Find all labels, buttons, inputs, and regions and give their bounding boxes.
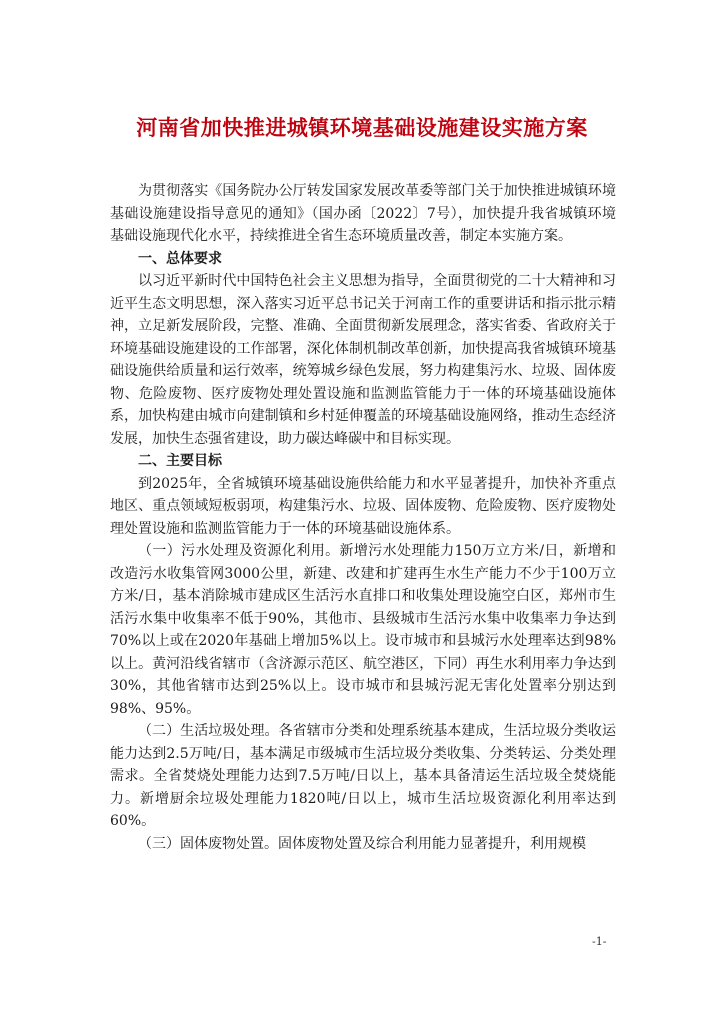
document-title: 河南省加快推进城镇环境基础设施建设实施方案 bbox=[136, 116, 588, 140]
general-requirements-paragraph: 以习近平新时代中国特色社会主义思想为指导，全面贯彻党的二十大精神和习近平生态文明思想，深入落实习近平总书记关于河南工作的重要讲话和指示批示精神，立足新发展阶段，完整、准确、全面贯彻新发展理念，落实省委、省政府关于环境基础设施建设的工作部署，深化体制机制改革创新，加快提高我省城镇环境基础设施供给质量和运行效率，统筹城乡绿色发展，努力构建集污水、垃圾、固体废物、危险废物、医疗废物处理处置设施和监测监管能力于一体的环境基础设施体系，加快构建由城市向建制镇和乡村延伸覆盖的环境基础设施网络，推动生态经济发展，加快生态强省建设，助力碳达峰碳中和目标实现。 bbox=[110, 273, 616, 447]
document-body bbox=[110, 180, 616, 855]
main-goals-paragraph: 到2025年，全省城镇环境基础设施供给能力和水平显著提升，加快补齐重点地区、重点领域短板弱项，构建集污水、垃圾、固体废物、危险废物、医疗废物处理处置设施和监测监管能力于一体的环境基础设施体系。 bbox=[110, 475, 616, 537]
section-heading-general-requirements: 一、总体要求 bbox=[138, 250, 222, 267]
solid-waste-paragraph: （三）固体废物处置。固体废物处置及综合利用能力显著提升，利用规模 bbox=[138, 835, 586, 852]
domestic-waste-paragraph: （二）生活垃圾处理。各省辖市分类和处理系统基本建成，生活垃圾分类收运能力达到2.5万吨/日，基本满足市级城市生活垃圾分类收集、分类转运、分类处理需求。全省焚烧处理能力达到7.5万吨/日以上，基本具备清运生活垃圾全焚烧能力。新增厨余垃圾处理能力1820吨/日以上，城市生活垃圾资源化利用率达到60%。 bbox=[110, 723, 616, 829]
intro-paragraph: 为贯彻落实《国务院办公厅转发国家发展改革委等部门关于加快推进城镇环境基础设施建设指导意见的通知》（国办函〔2022〕7号），加快提升我省城镇环境基础设施现代化水平，持续推进全省生态环境质量改善，制定本实施方案。 bbox=[110, 183, 616, 244]
page-number: -1- bbox=[592, 935, 607, 948]
sewage-treatment-paragraph: （一）污水处理及资源化利用。新增污水处理能力150万立方米/日，新增和改造污水收集管网3000公里，新建、改建和扩建再生水生产能力不少于100万立方米/日，基本消除城市建成区生活污水直排口和收集处理设施空白区，郑州市生活污水集中收集率不低于90%，其他市、县级城市生活污水集中收集率力争达到70%以上或在2020年基础上增加5%以上。设市城市和县城污水处理率达到98%以上。黄河沿线省辖市（含济源示范区、航空港区，下同）再生水利用率力争达到30%，其他省辖市达到25%以上。设市城市和县城污泥无害化处置率分别达到98%、95%。 bbox=[110, 543, 616, 717]
section-heading-main-goals: 二、主要目标 bbox=[138, 453, 222, 469]
